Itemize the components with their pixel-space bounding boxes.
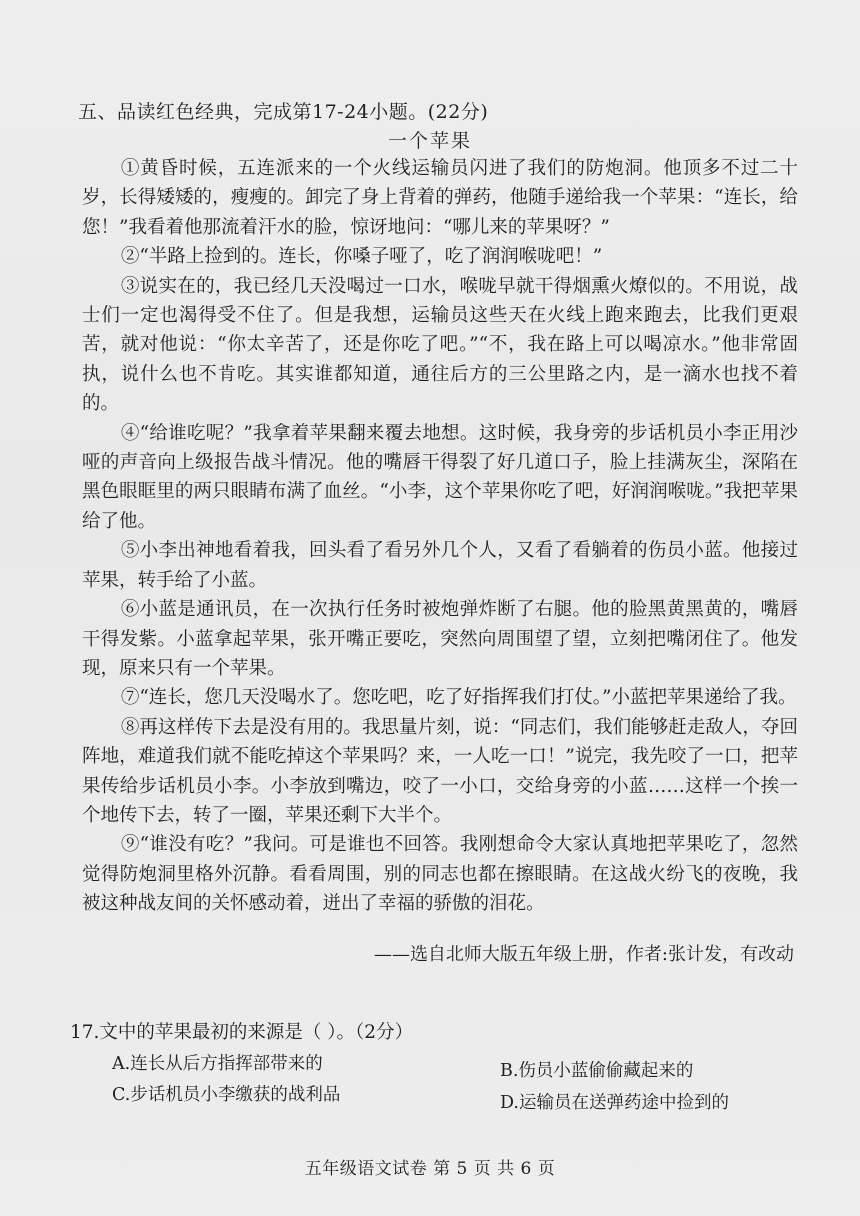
paragraph-6: ⑥小蓝是通讯员，在一次执行任务时被炮弹炸断了右腿。他的脸黑黄黑黄的，嘴唇干得发紫。小蓝拿起苹果，张开嘴正要吃，突然向周围望了望，立刻把嘴闭住了。他发现，原来只有一个苹果。 xyxy=(82,599,798,679)
passage-title: 一个苹果 xyxy=(387,130,472,152)
paragraph-5: ⑤小李出神地看着我，回头看了看另外几个人，又看了看躺着的伤员小蓝。他接过苹果，转手给了小蓝。 xyxy=(82,540,798,591)
paragraph-8: ⑧再这样传下去是没有用的。我思量片刻，说：“同志们，我们能够赶走敌人，夺回阵地，难道我们就不能吃掉这个苹果吗？来，一人吃一口！”说完，我先咬了一口，把苹果传给步话机员小李。小李放到嘴边，咬了一小口，交给身旁的小蓝……这样一个挨一个地传下去，转了一圈，苹果还剩下大半个。 xyxy=(82,716,798,826)
question-17-stem: 17.文中的苹果最初的来源是（ ）。（2分） xyxy=(70,1022,414,1043)
question-17-option-d[interactable]: D.运输员在送弹药途中捡到的 xyxy=(500,1093,729,1113)
question-17-option-a[interactable]: A.连长从后方指挥部带来的 xyxy=(112,1054,323,1074)
paragraph-9: ⑨“谁没有吃？”我问。可是谁也不回答。我刚想命令大家认真地把苹果吃了，忽然觉得防炮洞里格外沉静。看看周围，别的同志也都在擦眼睛。在这战火纷飞的夜晚，我被这种战友间的关怀感动着，迸出了幸福的骄傲的泪花。 xyxy=(82,834,798,915)
question-17-option-c[interactable]: C.步话机员小李缴获的战利品 xyxy=(112,1085,341,1105)
passage-source: ——选自北师大版五年级上册，作者:张计发，有改动 xyxy=(373,944,794,965)
paragraph-2: ②“半路上捡到的。连长，你嗓子哑了，吃了润润喉咙吧！” xyxy=(120,246,603,268)
question-17-option-b[interactable]: B.伤员小蓝偷偷藏起来的 xyxy=(500,1061,694,1081)
paragraph-1: ①黄昏时候，五连派来的一个火线运输员闪进了我们的防炮洞。他顶多不过二十岁，长得矮矮的，瘦瘦的。卸完了身上背着的弹药，他随手递给我一个苹果：“连长，给您！”我看着他那流着汗水的脸，惊讶地问：“哪儿来的苹果呀？” xyxy=(82,158,798,238)
passage-body xyxy=(82,154,798,919)
paragraph-4: ④“给谁吃呢？”我拿着苹果翻来覆去地想。这时候，我身旁的步话机员小李正用沙哑的声音向上级报告战斗情况。他的嘴唇干得裂了好几道口子，脸上挂满灰尘，深陷在黑色眼眶里的两只眼睛布满了血丝。“小李，这个苹果你吃了吧，好润润喉咙。”我把苹果给了他。 xyxy=(82,422,798,532)
section-heading: 五、品读红色经典，完成第17-24小题。(22分) xyxy=(78,101,489,123)
page-footer: 五年级语文试卷 第 5 页 共 6 页 xyxy=(304,1159,556,1179)
paragraph-3: ③说实在的，我已经几天没喝过一口水，喉咙早就干得烟熏火燎似的。不用说，战士们一定也渴得受不住了。但是我想，运输员这些天在火线上跑来跑去，比我们更艰苦，就对他说：“你太辛苦了，还是你吃了吧。”“不，我在路上可以喝凉水。”他非常固执，说什么也不肯吃。其实谁都知道，通往后方的三公里路之内，是一滴水也找不着的。 xyxy=(82,275,798,415)
paragraph-7: ⑦“连长，您几天没喝水了。您吃吧，吃了好指挥我们打仗。”小蓝把苹果递给了我。 xyxy=(120,687,797,709)
